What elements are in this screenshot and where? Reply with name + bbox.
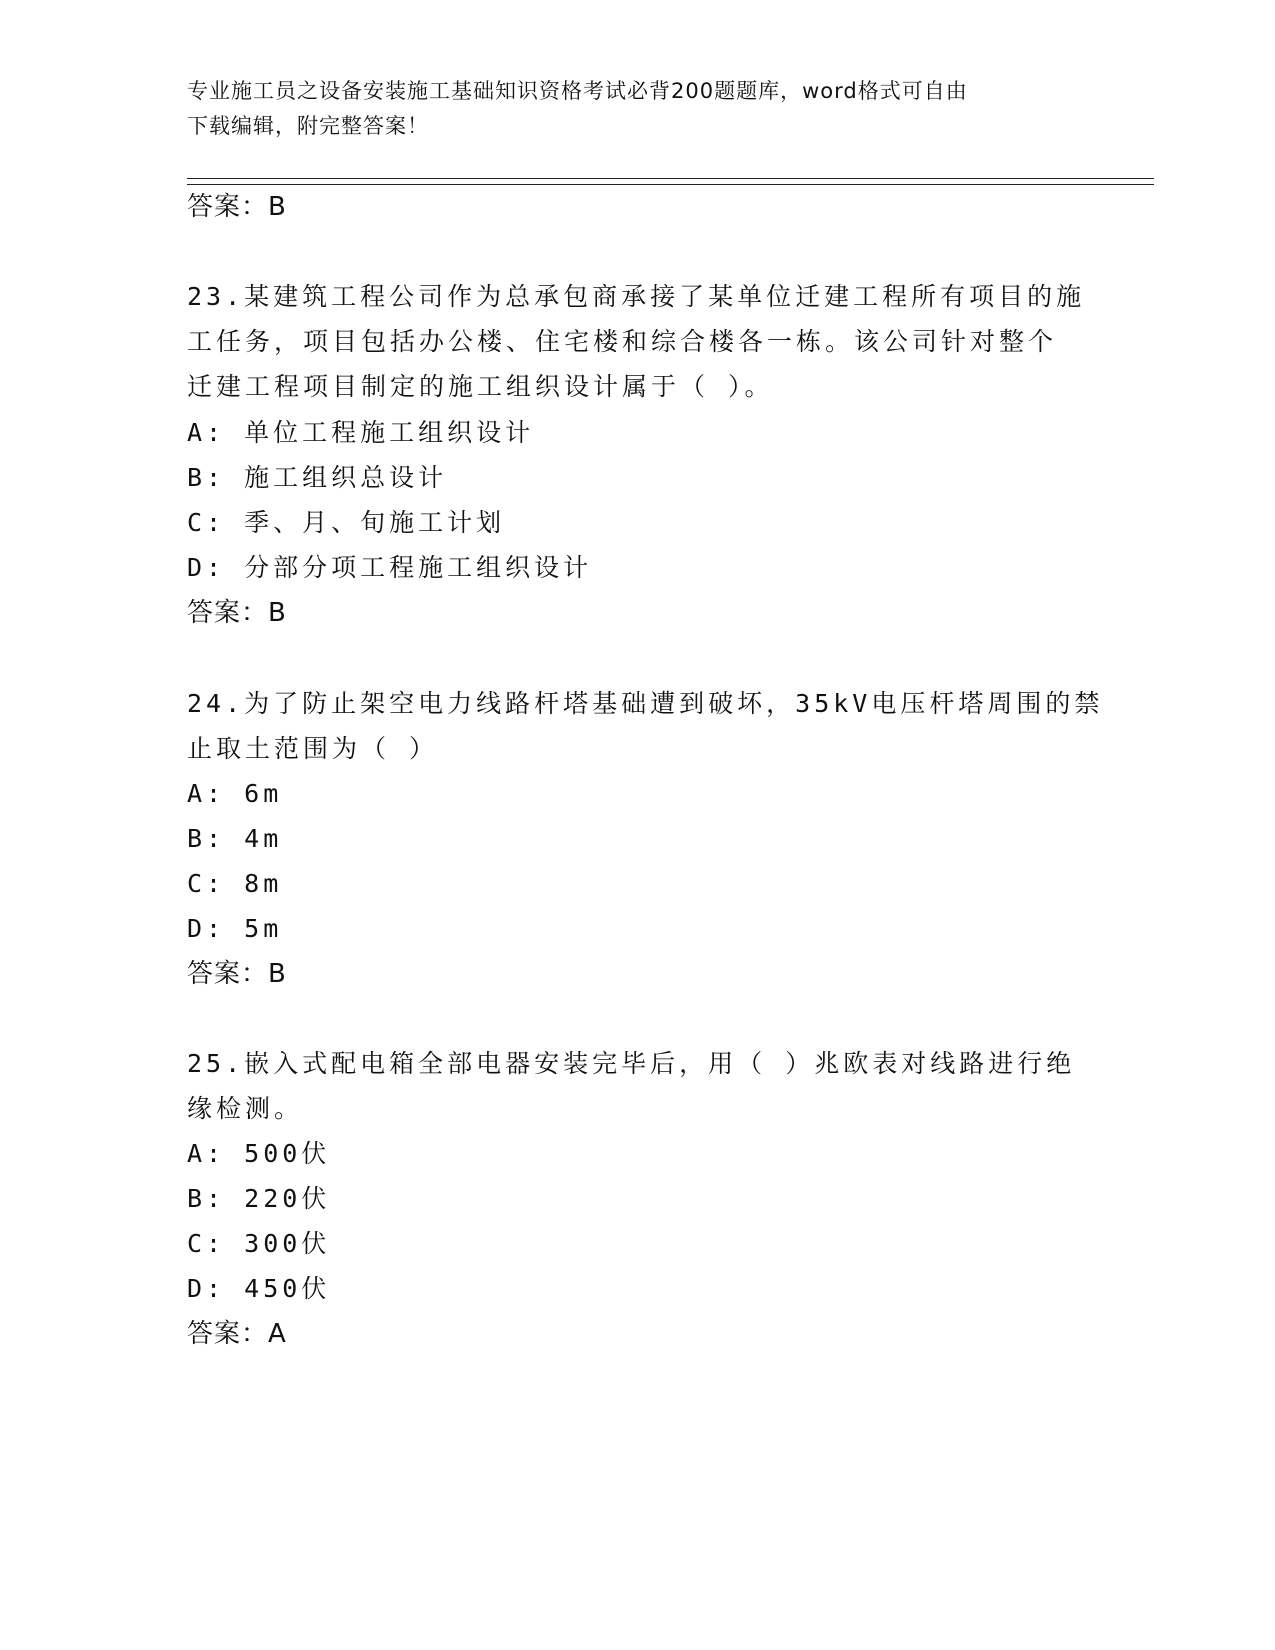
question-25-text-line-2: 缘检测。	[187, 1094, 304, 1123]
question-23-text-line-1: 23.某建筑工程公司作为总承包商承接了某单位迁建工程所有项目的施	[187, 282, 1086, 311]
question-24-text-line-2: 止取土范围为（ ）	[187, 734, 439, 763]
question-23-option-a: A: 单位工程施工组织设计	[187, 418, 535, 447]
question-25-option-c: C: 300伏	[187, 1229, 331, 1258]
question-23-text-line-2: 工任务，项目包括办公楼、住宅楼和综合楼各一栋。该公司针对整个	[187, 327, 1058, 356]
question-23-text-line-3: 迁建工程项目制定的施工组织设计属于（ ）。	[187, 372, 774, 401]
question-24-option-c: C: 8m	[187, 869, 283, 898]
question-23-option-d: D: 分部分项工程施工组织设计	[187, 553, 593, 582]
question-25-option-d: D: 450伏	[187, 1274, 331, 1303]
question-23-option-b: B: 施工组织总设计	[187, 463, 448, 492]
header-divider-bottom	[187, 184, 1154, 185]
question-23-answer: 答案：B	[187, 598, 287, 628]
question-24-text-line-1: 24.为了防止架空电力线路杆塔基础遭到破坏，35kV电压杆塔周围的禁	[187, 689, 1104, 718]
header-divider-top	[187, 178, 1154, 179]
question-24-option-b: B: 4m	[187, 824, 283, 853]
header-title-line-2: 下载编辑，附完整答案！	[187, 114, 429, 138]
question-24-option-a: A: 6m	[187, 779, 283, 808]
question-24-answer: 答案：B	[187, 959, 287, 989]
header-title-line-1: 专业施工员之设备安装施工基础知识资格考试必背200题题库，word格式可自由	[187, 79, 968, 103]
document-header	[187, 74, 1067, 144]
question-25-text-line-1: 25.嵌入式配电箱全部电器安装完毕后，用（ ）兆欧表对线路进行绝	[187, 1049, 1076, 1078]
previous-answer: 答案：B	[187, 192, 287, 222]
question-25-answer: 答案：A	[187, 1319, 287, 1349]
question-25-option-a: A: 500伏	[187, 1139, 331, 1168]
question-24-option-d: D: 5m	[187, 914, 283, 943]
question-25-option-b: B: 220伏	[187, 1184, 331, 1213]
question-23-option-c: C: 季、月、旬施工计划	[187, 508, 506, 537]
